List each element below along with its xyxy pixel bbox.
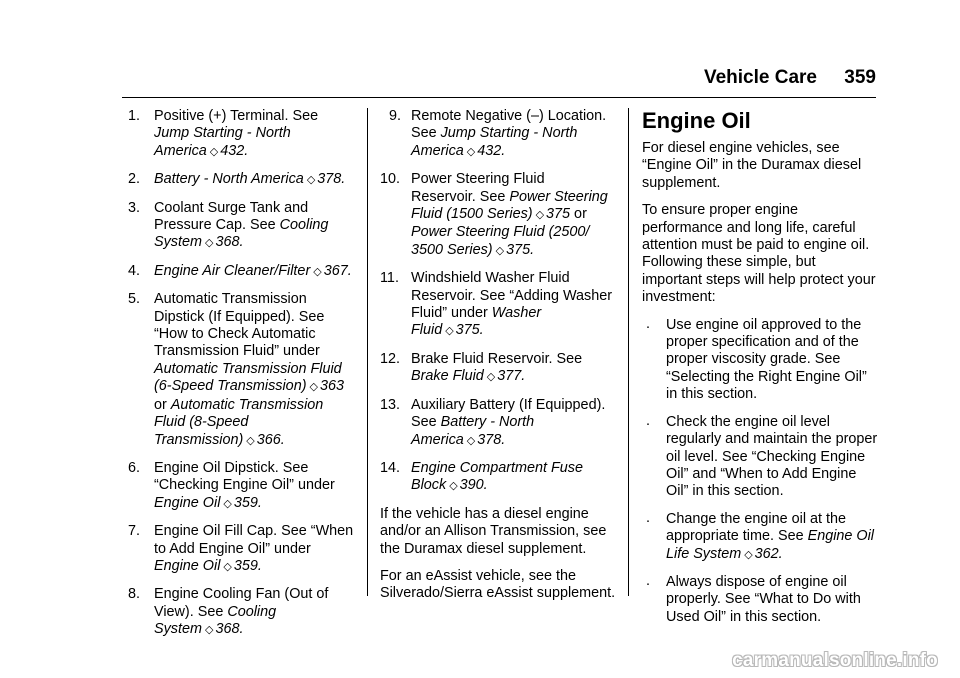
page-reference-arrow-icon: ◇ [209,145,219,158]
item-text: Engine Cooling Fan (Out of [154,586,329,603]
list-item-8 [128,586,360,639]
eassist-paragraph: For an eAssist vehicle, see the Silverado/Sierra eAssist supplement. [380,567,616,602]
list-item-10 [380,171,616,260]
item-number: 13. [380,396,401,413]
bullet-text: Change the engine oil at the appropriate time. See [666,510,847,545]
cross-reference-link[interactable]: Jump Starting - North [440,125,578,142]
page-reference[interactable]: 375. [455,322,484,339]
section-title: Vehicle Care [703,67,818,88]
page-reference[interactable]: 375. [506,241,535,258]
page-reference-arrow-icon: ◇ [535,209,545,222]
item-text: Engine Oil Dipstick. See [154,459,309,476]
item-text: Engine Oil Fill Cap. See “When [154,523,354,540]
cross-reference-link[interactable]: Automatic Transmission [170,396,324,413]
page-reference[interactable]: 378. [317,171,346,188]
cross-reference-link[interactable]: Engine Oil [154,494,221,511]
page-reference[interactable]: 359. [233,494,262,511]
cross-reference-link[interactable]: System [154,234,202,251]
cross-reference-link[interactable]: Fluid (1500 Series) [411,206,533,223]
bullet-text: Always dispose of engine oil properly. See “What to Do with Used Oil” in this section. [666,573,861,625]
item-number: 10. [380,171,401,188]
cross-reference-link[interactable]: America [154,142,207,159]
list-item-7 [128,523,360,576]
cross-reference-link[interactable]: Transmission) [154,431,244,448]
column-divider-2 [628,108,629,596]
item-text: Coolant Surge Tank and [154,199,309,216]
page-reference[interactable]: 390. [459,477,488,494]
item-text: “Checking Engine Oil” under [154,477,335,494]
cross-reference-link[interactable]: Engine Compartment Fuse [411,459,583,476]
item-number: 6. [128,459,141,476]
item-number: 2. [128,171,141,188]
item-text: Automatic Transmission [154,291,307,308]
cross-reference-link[interactable]: Engine Oil Life System [666,528,874,562]
page-number: 359 [844,67,876,88]
item-text: Remote Negative (–) Location. [411,108,607,124]
page-reference-arrow-icon: ◇ [223,560,232,573]
item-text: See [411,414,441,431]
list-item-13 [380,397,616,450]
cross-reference-link[interactable]: Block [411,477,447,494]
item-number: 11. [380,270,399,287]
page-reference-arrow-icon: ◇ [313,265,322,278]
list-item-2 [128,171,360,189]
cross-reference-link[interactable]: Cooling [279,217,329,234]
item-number: 8. [128,586,141,603]
page-reference[interactable]: 359. [233,557,262,574]
cross-reference-link[interactable]: Automatic Transmission Fluid [154,360,342,377]
page-reference-arrow-icon: ◇ [744,548,753,561]
page-reference-arrow-icon: ◇ [309,381,318,394]
item-text: View). See [154,603,228,620]
bullet-item-2 [642,414,878,501]
cross-reference-link[interactable]: 3500 Series) [411,241,493,258]
item-number: 4. [128,262,141,279]
cross-reference-link[interactable]: Engine Oil [154,557,221,574]
page-reference-arrow-icon: ◇ [204,624,214,637]
page-reference[interactable]: 368. [215,621,244,638]
cross-reference-link[interactable]: Jump Starting - North [154,125,291,142]
list-item-3 [128,200,360,253]
list-item-6 [128,460,360,513]
cross-reference-link[interactable]: Engine Air Cleaner/Filter [154,262,311,279]
list-item-9 [380,108,616,161]
item-number: 5. [128,291,141,308]
item-text: Positive (+) Terminal. See [154,108,319,124]
item-text: Brake Fluid Reservoir. See [411,350,583,367]
cross-reference-link[interactable]: Cooling [227,603,277,620]
header-rule [122,97,876,98]
item-text: Dipstick (If Equipped). See [154,308,325,325]
item-text: See [411,125,441,142]
item-text: Fluid” under [411,305,492,322]
page-reference-arrow-icon: ◇ [466,145,476,158]
section-heading: Engine Oil [642,108,751,133]
item-number: 3. [128,199,141,216]
diesel-oil-paragraph: For diesel engine vehicles, see “Engine Oil” in the Duramax diesel supplement. [642,140,862,191]
item-text: to Add Engine Oil” under [154,540,311,557]
column-divider-1 [367,108,368,596]
watermark: carmanualsonline.info [732,650,938,671]
intro-paragraph: To ensure proper engine performance and long life, careful attention must be paid to engine oil. Following these simple, but important steps will help protect your investment: [642,202,876,306]
bullet-icon: . [646,509,650,526]
item-text: “How to Check Automatic [154,326,316,343]
page-reference-arrow-icon: ◇ [466,434,476,447]
list-item-11 [380,270,616,341]
page-reference-arrow-icon: ◇ [449,480,458,493]
bullet-icon: . [646,315,650,332]
page-reference[interactable]: 375 [546,206,571,223]
page-header [704,67,876,89]
cross-reference-link[interactable]: (6-Speed Transmission) [154,378,307,395]
bullet-item-3 [642,511,878,564]
page-reference[interactable]: 362. [754,545,783,562]
bullet-item-1 [642,317,878,404]
list-item-14 [380,460,616,496]
cross-reference-link[interactable]: Washer [491,305,542,322]
item-number: 1. [128,108,141,124]
page-reference-arrow-icon: ◇ [486,371,496,384]
page-reference[interactable]: 368. [215,234,244,251]
page-reference[interactable]: 432. [477,142,506,159]
bullet-icon: . [646,572,650,589]
item-number: 9. [389,108,402,124]
cross-reference-link[interactable]: Battery - North [440,414,535,431]
page-reference-arrow-icon: ◇ [445,325,454,338]
page-reference[interactable]: 366. [256,431,285,448]
cross-reference-link[interactable]: Power Steering Fluid (2500/ [411,224,590,241]
cross-reference-link[interactable]: Power Steering [509,188,608,205]
page-reference[interactable]: 377. [497,368,526,385]
item-number: 7. [128,523,141,540]
item-number: 12. [380,350,401,367]
cross-reference-link[interactable]: America [411,142,464,159]
list-item-5 [128,291,360,450]
page-reference-arrow-icon: ◇ [246,434,255,447]
item-text: Transmission Fluid” under [154,343,320,360]
page-reference[interactable]: 367. [323,262,352,279]
cross-reference-link[interactable]: Fluid (8-Speed [154,414,249,431]
item-text: or [154,396,171,413]
list-item-12 [380,351,616,387]
item-text: Reservoir. See “Adding Washer [411,287,613,304]
item-text: Windshield Washer Fluid [411,270,570,287]
cross-reference-link[interactable]: America [411,431,464,448]
page-reference[interactable]: 363 [319,378,344,395]
column-2 [380,108,616,613]
bullet-icon: . [646,412,650,429]
bullet-item-4 [642,574,878,626]
cross-reference-link[interactable]: System [154,621,202,638]
item-number: 14. [380,459,401,476]
item-text: Reservoir. See [411,188,510,205]
cross-reference-link[interactable]: Fluid [411,322,443,339]
page-reference-arrow-icon: ◇ [204,237,214,250]
bullet-text: Check the engine oil level regularly and maintain the proper oil level. See “Checking Engine Oil” and “When to Add Engine Oil” in this section. [666,413,878,500]
item-text: or [570,206,587,223]
page-reference-arrow-icon: ◇ [306,174,316,187]
list-item-4 [128,263,360,281]
column-3 [642,108,878,636]
page-reference-arrow-icon: ◇ [495,244,505,257]
bullet-text: Use engine oil approved to the proper specification and of the proper viscosity grade. See “Selecting the Right Engine Oil” in this section. [666,316,867,403]
item-text: Pressure Cap. See [154,217,280,234]
cross-reference-link[interactable]: Battery - North America [154,171,304,188]
page-reference[interactable]: 378. [477,431,506,448]
column-1 [128,108,360,650]
page-reference-arrow-icon: ◇ [223,497,232,510]
page-reference[interactable]: 432. [220,142,249,159]
list-item-1 [128,108,360,161]
diesel-paragraph: If the vehicle has a diesel engine and/or an Allison Transmission, see the Duramax diesel supplement. [380,505,607,557]
cross-reference-link[interactable]: Brake Fluid [411,368,484,385]
item-text: Power Steering Fluid [411,171,545,188]
item-text: Auxiliary Battery (If Equipped). [411,396,606,413]
